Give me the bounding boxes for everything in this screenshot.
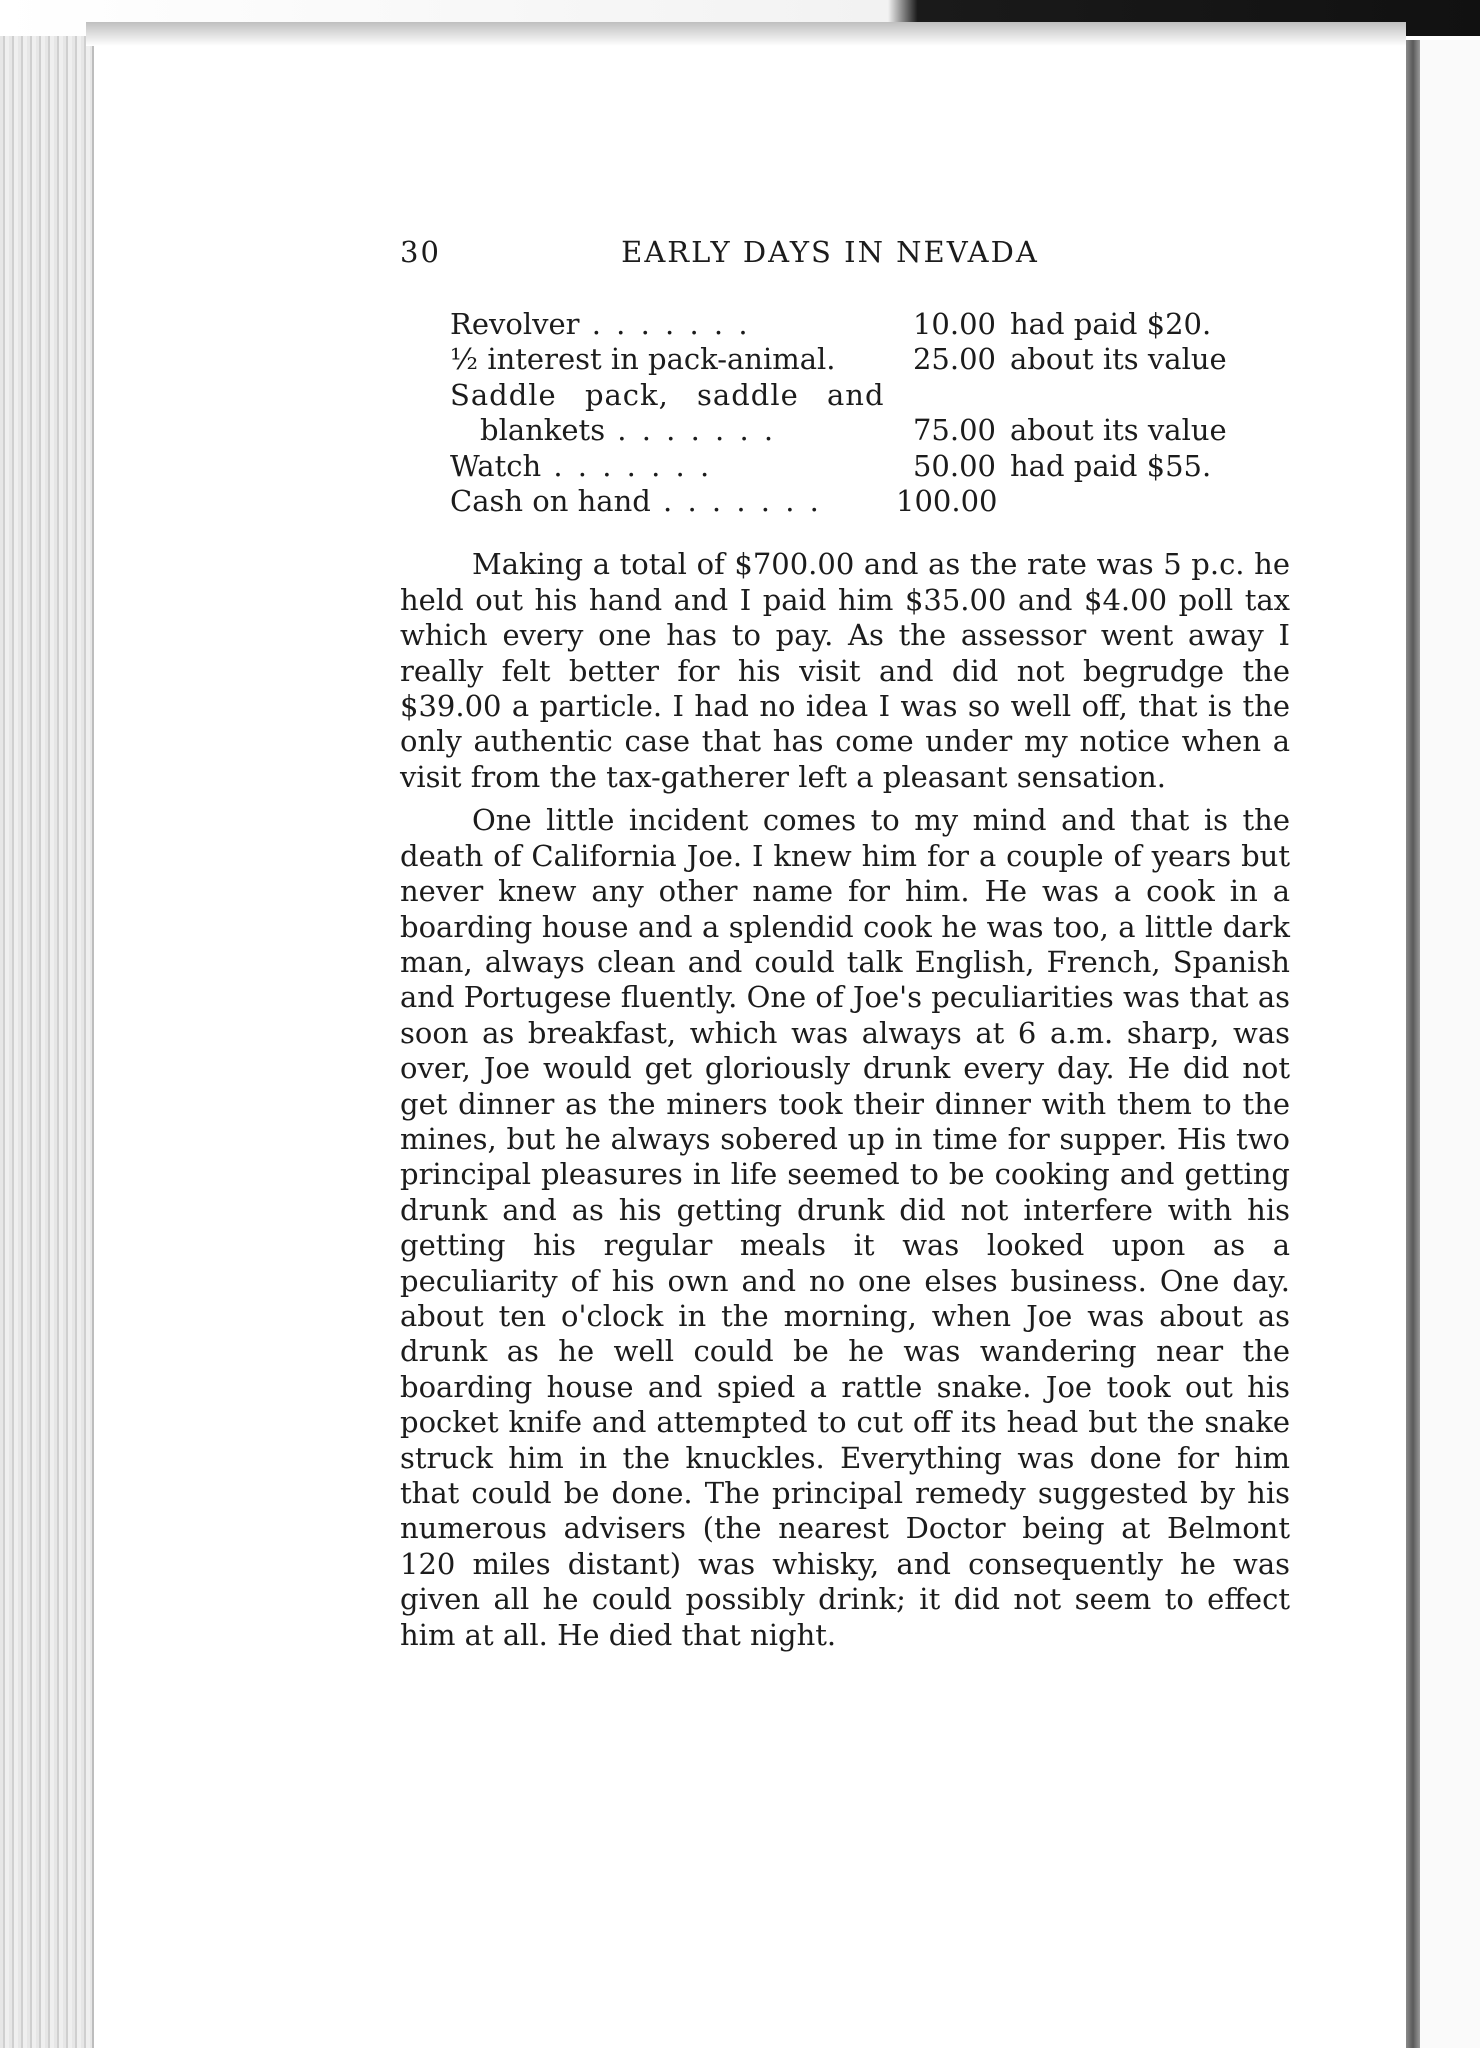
ledger-row <box>450 307 1280 342</box>
running-title: EARLY DAYS IN NEVADA <box>621 235 1039 269</box>
ledger-row <box>450 484 1280 519</box>
ledger-amount: 100.00 <box>896 484 998 519</box>
book-right-edge <box>1406 40 1420 2048</box>
ledger-note: had paid $20. <box>1010 307 1212 341</box>
ledger-row <box>450 378 1280 413</box>
ledger-note: about its value <box>1010 342 1227 377</box>
ledger-item: Cash on hand . . . <box>450 484 896 519</box>
paragraph: One little incident comes to my mind and that is the death of California Joe. I knew him for a couple of years but never knew any other name for him. He was a cook in a boarding house and a splendid cook he was too, a little dark man, always clean and could talk English, French, Spanish and Portugese fluently. One of Joe's peculiarities was that as soon as breakfast, which was always at 6 a.m. sharp, was over, Joe would get gloriously drunk every day. He did not get dinner as the miners took their dinner with them to the mines, but he always sobered up in time for supper. His two principal pleasures in life seemed to be cooking and getting drunk and as his getting drunk did not interfere with his getting his regular meals it was looked upon as a peculiarity of his own and no one elses business. One day. about ten o'clock in the morning, when Joe was about as drunk as he well could be he was wandering near the boarding house and spied a rattle snake. Joe took out his pocket knife and attempted to cut off its head but the snake struck him in the knuckles. Everything was done for him that could be done. The principal remedy suggested by his numerous advisers (the nearest Doctor being at Belmont 120 miles distant) was whisky, and consequently he was given all he could possibly drink; it did not seem to effect him at all. He died that night. <box>400 803 1290 1652</box>
ledger-amount: 75.00 <box>912 413 996 448</box>
ledger-item: blankets . . . <box>450 413 896 448</box>
scan-right-margin <box>1420 40 1480 2048</box>
ledger-note: had paid $55. <box>1010 448 1212 483</box>
body-text <box>400 547 1290 1653</box>
ledger-item: Watch . . . <box>450 449 896 484</box>
paragraph: Making a total of $700.00 and as the rate was 5 p.c. he held out his hand and I paid him $35.00 and $4.00 poll tax which every one has to pay. As the assessor went away I really felt better for his visit and did not begrudge the $39.00 a particle. I had no idea I was so well off, that is the only authentic case that has come under my notice when a visit from the tax-gatherer left a pleasant sensation. <box>400 547 1290 794</box>
ledger-row <box>450 342 1280 377</box>
ledger-note: about its value <box>1010 413 1227 448</box>
ledger-amount: 10.00 <box>912 307 996 341</box>
ledger-row <box>450 413 1280 448</box>
book-page <box>400 235 1290 1661</box>
ledger-amount: 50.00 <box>912 448 996 483</box>
assessment-ledger <box>450 307 1280 519</box>
ledger-item: Revolver . . . <box>450 307 896 342</box>
ledger-amount: 25.00 <box>912 342 996 377</box>
page-number: 30 <box>400 235 441 269</box>
ledger-row <box>450 449 1280 484</box>
ledger-item: Saddle pack, saddle and <box>450 377 885 412</box>
ledger-item: ½ interest in pack-animal. <box>450 342 836 377</box>
page-fold-shadow <box>86 22 1406 46</box>
book-page-stack <box>0 0 94 2048</box>
running-header <box>400 235 1290 295</box>
